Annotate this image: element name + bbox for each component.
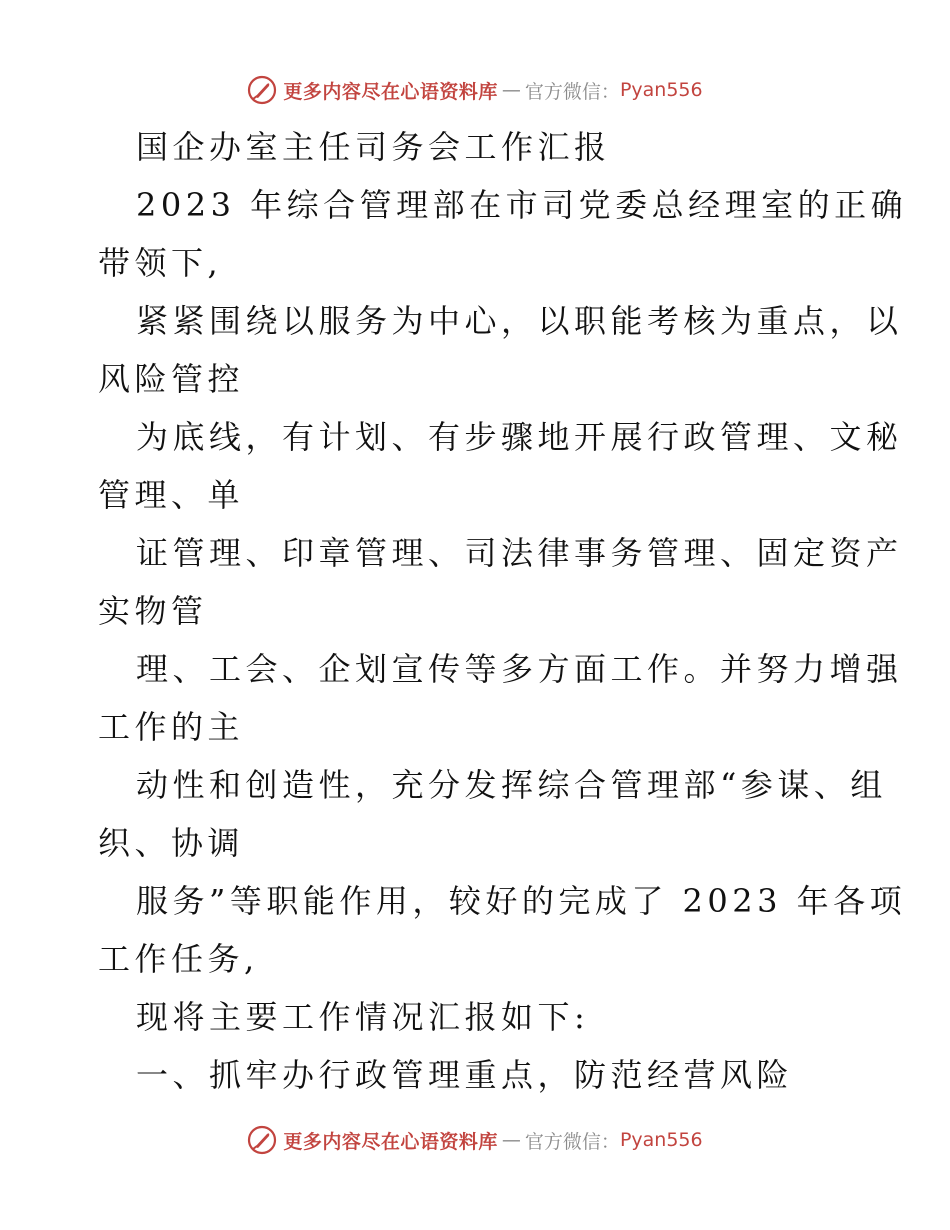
paragraph-line: 理、工会、企划宣传等多方面工作。并努力增强 (136, 650, 903, 688)
paragraph-line: 动性和创造性，充分发挥综合管理部“参谋、组 (136, 766, 887, 804)
watermark-wechat-id: Pyan556 (619, 79, 703, 101)
paragraph-line: 紧紧围绕以服务为中心，以职能考核为重点，以 (136, 302, 903, 340)
header-watermark (0, 70, 950, 110)
watermark-contact-label: 官方微信： (524, 1130, 620, 1153)
paragraph-line: 现将主要工作情况汇报如下: (136, 998, 590, 1036)
section-heading: 一、抓牢办行政管理重点，防范经营风险 (136, 1056, 794, 1094)
watermark-contact-label: 官方微信： (524, 80, 620, 103)
paragraph-line: 带领下, (98, 244, 223, 282)
paragraph-line: 工作的主 (98, 708, 245, 746)
paragraph-line: 工作任务, (98, 940, 259, 978)
paragraph-line: 为底线，有计划、有步骤地开展行政管理、文秘 (136, 418, 903, 456)
watermark-separator: — (501, 79, 521, 101)
paragraph-line: 实物管 (98, 592, 208, 630)
footer-watermark (0, 1120, 950, 1160)
watermark-main-text: 更多内容尽在心语资料库 (283, 80, 498, 103)
paragraph-line: 风险管控 (98, 360, 245, 398)
document-title: 国企办室主任司务会工作汇报 (136, 128, 611, 166)
paragraph-line: 管理、单 (98, 476, 245, 514)
paragraph-line: 证管理、印章管理、司法律事务管理、固定资产 (136, 534, 903, 572)
quill-pen-logo-icon (247, 1125, 277, 1155)
quill-pen-logo-icon (247, 75, 277, 105)
paragraph-line: 服务”等职能作用，较好的完成了 2023 年各项 (136, 882, 907, 920)
watermark-separator: — (501, 1129, 521, 1151)
watermark-main-text: 更多内容尽在心语资料库 (283, 1130, 498, 1153)
watermark-wechat-id: Pyan556 (619, 1129, 703, 1151)
paragraph-line: 2023 年综合管理部在市司党委总经理室的正确 (136, 186, 908, 224)
paragraph-line: 织、协调 (98, 824, 245, 862)
